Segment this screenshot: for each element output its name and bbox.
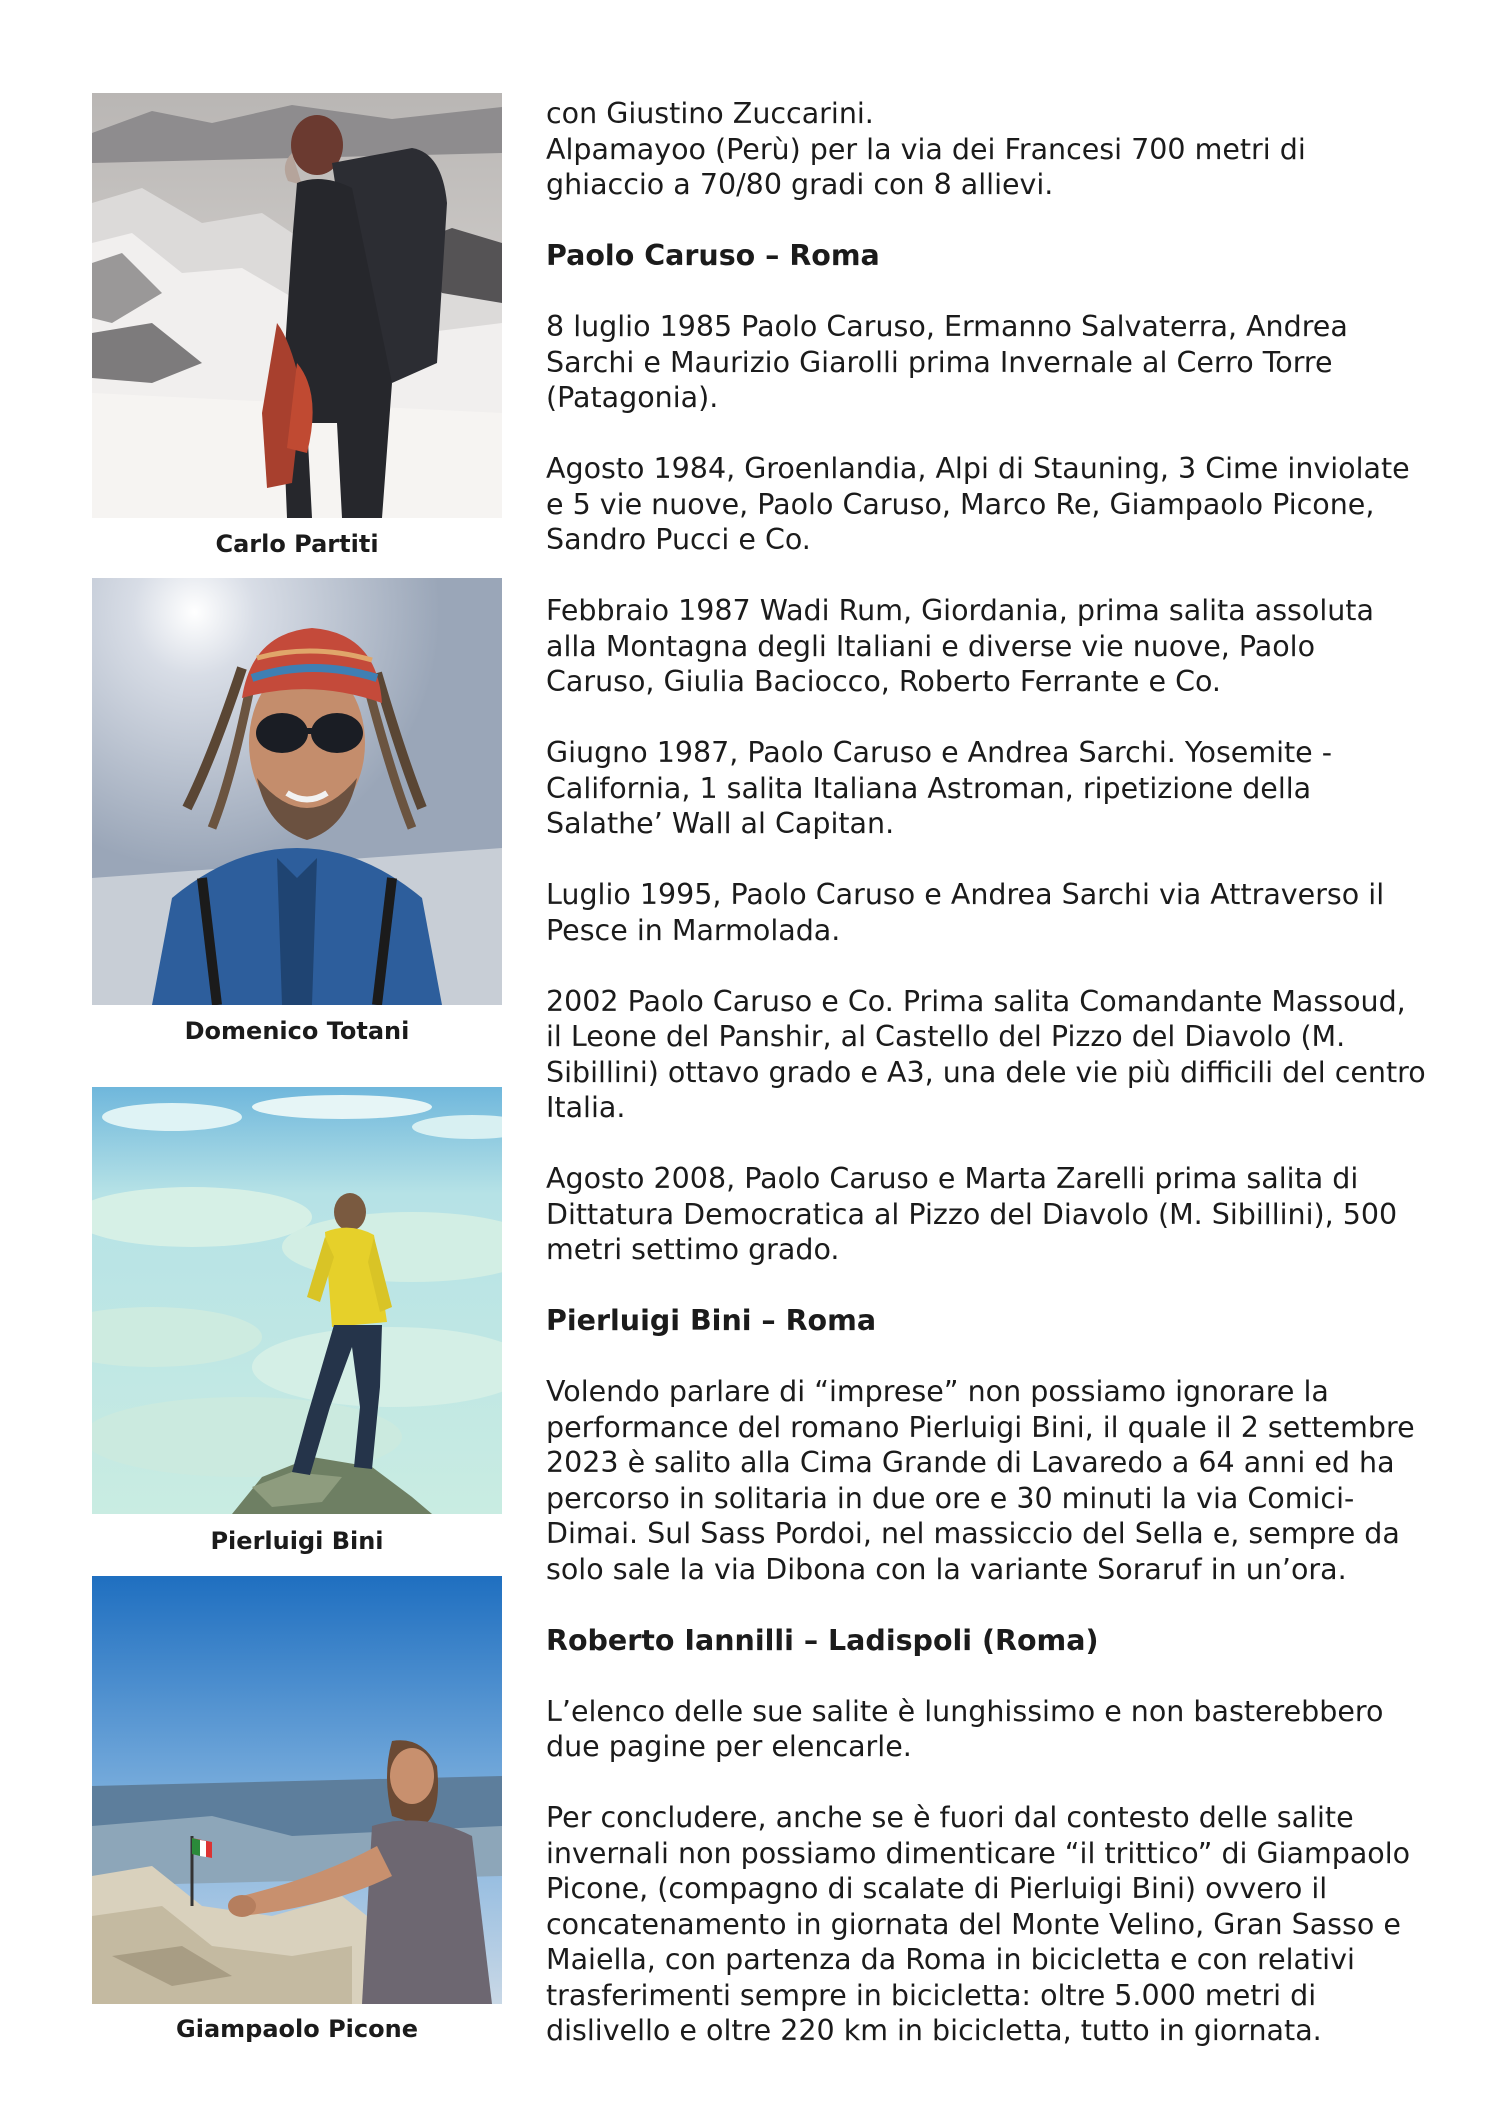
photo-caption: Pierluigi Bini	[210, 1527, 384, 1555]
intro-line: Alpamayoo (Perù) per la via dei Francesi 700 metri di ghiaccio a 70/80 gradi con 8 allievi.	[546, 132, 1306, 201]
intro-line: con Giustino Zuccarini.	[546, 97, 874, 130]
section-paragraph: Agosto 2008, Paolo Caruso e Marta Zarelli prima salita di Dittatura Democratica al Pizzo del Diavolo (M. Sibillini), 500 metri settimo grado.	[546, 1162, 1398, 1266]
photo-caption: Carlo Partiti	[215, 530, 379, 558]
section-paragraph: L’elenco delle sue salite è lunghissimo e non basterebbero due pagine per elencarle.	[546, 1694, 1384, 1763]
section-paragraph: Agosto 1984, Groenlandia, Alpi di Stauning, 3 Cime inviolate e 5 vie nuove, Paolo Caruso, Marco Re, Giampaolo Picone, Sandro Pucci e Co.	[546, 452, 1410, 556]
section-heading: Roberto Iannilli – Ladispoli (Roma)	[546, 1623, 1099, 1657]
section-paragraph: Volendo parlare di “imprese” non possiamo ignorare la performance del romano Pierluigi Bini, il quale il 2 settembre 2023 è salito alla Cima Grande di Lavaredo a 64 anni ed ha percorso in solitaria in due ore e 30 minuti la via Comici-Dimai. Sul Sass Pordoi, nel massiccio del Sella e, sempre da solo sale la via Dibona con la variante Soraruf in un’ora.	[546, 1375, 1415, 1586]
section-heading: Pierluigi Bini – Roma	[546, 1304, 877, 1337]
climber-portrait-photo	[92, 578, 502, 1005]
article-body	[546, 96, 1426, 2084]
mountaineer-on-snow-photo	[92, 93, 502, 518]
section-heading: Paolo Caruso – Roma	[546, 239, 880, 272]
intro-paragraph	[546, 96, 1426, 203]
climber-above-clouds-photo	[92, 1087, 502, 1514]
section-paragraph: Febbraio 1987 Wadi Rum, Giordania, prima salita assoluta alla Montagna degli Italiani e diverse vie nuove, Paolo Caruso, Giulia Baciocco, Roberto Ferrante e Co.	[546, 594, 1374, 698]
section-paragraph: Per concludere, anche se è fuori dal contesto delle salite invernali non possiamo dimenticare “il trittico” di Giampaolo Picone, (compagno di scalate di Pierluigi Bini) ovvero il concatenamento in giornata del Monte Velino, Gran Sasso e Maiella, con partenza da Roma in bicicletta e con relativi trasferimenti sempre in bicicletta: oltre 5.000 metri di dislivello e oltre 220 km in bicicletta, tutto in giornata.	[546, 1801, 1411, 2047]
section-paragraph: 2002 Paolo Caruso e Co. Prima salita Comandante Massoud, il Leone del Panshir, al Castello del Pizzo del Diavolo (M. Sibillini) ottavo grado e A3, una dele vie più difficili del centro Italia.	[546, 984, 1426, 1124]
photo-caption: Domenico Totani	[184, 1017, 410, 1045]
section-paragraph: 8 luglio 1985 Paolo Caruso, Ermanno Salvaterra, Andrea Sarchi e Maurizio Giarolli prima Invernale al Cerro Torre (Patagonia).	[546, 310, 1348, 414]
section-paragraph: Giugno 1987, Paolo Caruso e Andrea Sarchi. Yosemite - California, 1 salita Italiana Astroman, ripetizione della Salathe’ Wall al Capitan.	[546, 736, 1333, 840]
photo-caption: Giampaolo Picone	[176, 2015, 418, 2043]
section-paragraph: Luglio 1995, Paolo Caruso e Andrea Sarchi via Attraverso il Pesce in Marmolada.	[546, 878, 1385, 947]
climber-on-summit-photo	[92, 1576, 502, 2004]
